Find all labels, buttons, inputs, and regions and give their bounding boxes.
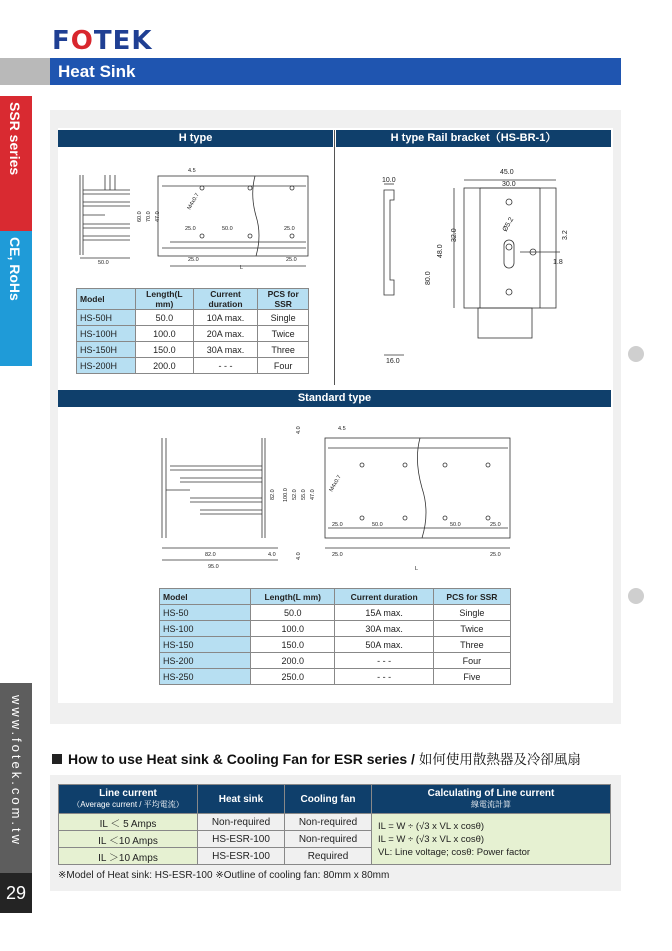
dim-50b: 50.0 (450, 522, 461, 528)
calc-legend: VL: Line voltage; cosθ: Power factor (378, 846, 531, 858)
dim-50a: 50.0 (372, 522, 383, 528)
dim-L: L (415, 566, 419, 572)
h-type-bar: H type (58, 130, 333, 147)
dim-52: 52.0 (292, 489, 298, 500)
dim-55: 55.0 (301, 489, 307, 500)
esr-table: Line current （Average current / 平均電流） Heat sink Cooling fan Calculating of Line current 線電流計算 IL ＜ 5 Amps Non-required Non-required IL = W ÷ (√3 x VL x cosθ) IL = W ÷ (√3 x VL x cosθ) VL: Line voltage; cosθ: Power factor IL ＜10 Amps HS-ESR-100 Non-required IL ＞10 Amps HS-ESR-100 Required (58, 784, 611, 865)
table-row: IL ＞10 Amps HS-ESR-100 Required (59, 848, 611, 865)
dim-82-width: 82.0 (205, 552, 216, 558)
margin-dot (628, 346, 644, 362)
dim-4a: 4.0 (296, 426, 302, 434)
dim-47: 47.0 (155, 211, 161, 222)
dim-45: 45.0 (500, 169, 514, 176)
dim-dia: Ø5.2 (501, 216, 516, 233)
dim-4.5: 4.5 (338, 426, 346, 432)
tab-certification[interactable]: CE, RoHs (0, 231, 32, 366)
table-row: HS-200H 200.0 - - - Four (77, 358, 309, 374)
dim-L: L (240, 265, 244, 271)
dim-60: 60.0 (137, 211, 143, 222)
dim-25a: 25.0 (332, 522, 343, 528)
h-type-table: Model Length(L mm) Current duration PCS for SSR HS-50H 50.0 10A max. Single HS-100H 100.0 20A max. Twice HS-150H 150.0 30A max. Three HS-200H 200.0 - - - Four (76, 288, 309, 374)
table-row: HS-150H 150.0 30A max. Three (77, 342, 309, 358)
dim-25b: 25.0 (490, 522, 501, 528)
header-gray-block (0, 58, 50, 85)
dim-25d: 25.0 (286, 257, 297, 263)
dim-m4: M4x0.7 (328, 474, 343, 493)
h-type-drawing (70, 160, 320, 275)
table-row: HS-150 150.0 50A max. Three (160, 637, 511, 653)
dim-25c: 25.0 (188, 257, 199, 263)
dim-50: 50.0 (222, 226, 233, 232)
dim-16: 16.0 (386, 358, 400, 365)
calc-formula-1: IL = W ÷ (√3 x VL x cosθ) (378, 820, 485, 832)
tab-ssr-series[interactable]: SSR series (0, 96, 32, 231)
rail-bracket-drawing (370, 160, 590, 370)
rail-bracket-bar: H type Rail bracket（HS-BR-1） (336, 130, 611, 147)
dim-10: 10.0 (382, 177, 396, 184)
dim-80: 80.0 (425, 271, 432, 285)
standard-type-drawing (150, 420, 520, 575)
dim-25d: 25.0 (490, 552, 501, 558)
website-url: www.fotek.com.tw (0, 683, 32, 873)
dim-25c: 25.0 (332, 552, 343, 558)
dim-47: 47.0 (310, 489, 316, 500)
standard-type-table: Model Length(L mm) Current duration PCS for SSR HS-50 50.0 15A max. Single HS-100 100.0 30A max. Twice HS-150 150.0 50A max. Three HS-200 200.0 - - - Four HS-250 250.0 - - - Five (159, 588, 511, 685)
table-row: IL ＜10 Amps HS-ESR-100 Non-required (59, 831, 611, 848)
dim-48: 48.0 (437, 244, 444, 258)
howto-heading: How to use Heat sink & Cooling Fan for ESR series / 如何使用散熱器及冷卻風扇 (52, 748, 581, 768)
dim-25a: 25.0 (185, 226, 196, 232)
table-row: HS-50 50.0 15A max. Single (160, 605, 511, 621)
dim-1.8: 1.8 (553, 259, 563, 266)
dim-4c: 4.0 (268, 552, 276, 558)
table-row: HS-200 200.0 - - - Four (160, 653, 511, 669)
dim-4b: 4.0 (296, 552, 302, 560)
page-number: 29 (0, 873, 32, 913)
dim-50-width: 50.0 (98, 260, 109, 266)
table-row: HS-50H 50.0 10A max. Single (77, 310, 309, 326)
table-row: HS-100 100.0 30A max. Twice (160, 621, 511, 637)
dim-95: 95.0 (208, 564, 219, 570)
square-bullet-icon (52, 754, 62, 764)
dim-3.2: 3.2 (562, 230, 569, 240)
table-row: HS-100H 100.0 20A max. Twice (77, 326, 309, 342)
dim-70: 70.0 (146, 211, 152, 222)
margin-dot (628, 588, 644, 604)
standard-type-bar: Standard type (58, 390, 611, 407)
divider-vertical (334, 130, 335, 385)
table-row: HS-250 250.0 - - - Five (160, 669, 511, 685)
page-title: Heat Sink (50, 58, 621, 85)
dim-m4: M4x0.7 (186, 192, 201, 211)
calc-formula-2: IL = W ÷ (√3 x VL x cosθ) (378, 833, 485, 845)
footnote: ※Model of Heat sink: HS-ESR-100 ※Outline of cooling fan: 80mm x 80mm (58, 870, 390, 881)
dim-25b: 25.0 (284, 226, 295, 232)
fotek-logo: FOTEK (52, 26, 153, 56)
dim-82-height: 82.0 (270, 489, 276, 500)
table-row: IL ＜ 5 Amps Non-required Non-required IL = W ÷ (√3 x VL x cosθ) IL = W ÷ (√3 x VL x cosθ) VL: Line voltage; cosθ: Power factor (59, 814, 611, 831)
dim-100: 100.0 (283, 488, 289, 502)
dim-32: 32.0 (451, 228, 458, 242)
dim-30: 30.0 (502, 181, 516, 188)
dim-4.5: 4.5 (188, 168, 196, 174)
